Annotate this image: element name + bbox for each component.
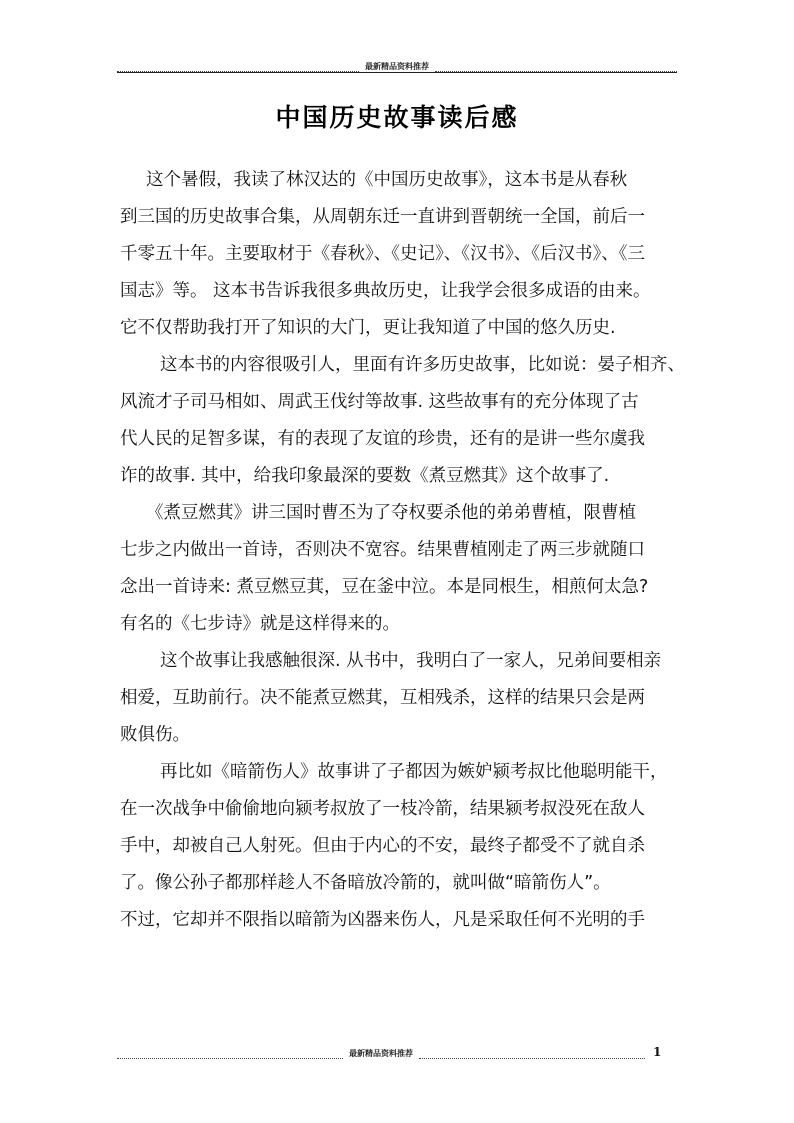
footer-dotted-leader-right <box>419 1050 645 1059</box>
text-line: 念出一首诗来: 煮豆燃豆萁，豆在釜中泣。本是同根生，相煎何太急? <box>120 577 649 597</box>
page-number: 1 <box>653 1045 662 1059</box>
text-line: 这个故事让我感触很深. 从书中，我明白了一家人，兄弟间要相亲 <box>160 651 662 671</box>
text-line: 代人民的足智多谋，有的表现了友谊的珍贵，还有的是讲一些尔虞我 <box>120 429 645 449</box>
page-header <box>117 56 677 72</box>
text-line: 千零五十年。主要取材于《春秋》、《史记》、《汉书》、《后汉书》、《三 <box>120 244 645 264</box>
text-line: 相爱，互助前行。决不能煮豆燃萁，互相残杀，这样的结果只会是两 <box>120 688 645 708</box>
text-line: 诈的故事. 其中，给我印象最深的要数《煮豆燃萁》这个故事了. <box>120 466 610 486</box>
footer-text: 最新精品资料推荐 <box>349 1049 413 1058</box>
page-footer <box>117 1043 677 1059</box>
text-line: 了。像公孙子都那样趁人不备暗放冷箭的，就叫做“暗箭伤人”。 <box>120 873 611 893</box>
text-line: 《煮豆燃萁》讲三国时曹丕为了夺权要杀他的弟弟曹植，限曹植 <box>146 503 636 523</box>
text-line: 它不仅帮助我打开了知识的大门，更让我知道了中国的悠久历史. <box>120 318 616 338</box>
footer-dotted-leader-left <box>117 1050 343 1059</box>
text-line: 有名的《七步诗》就是这样得来的。 <box>120 614 400 634</box>
document-title: 中国历史故事读后感 <box>275 103 519 132</box>
header-dotted-leader-left <box>117 63 359 72</box>
text-line: 手中，却被自己人射死。但由于内心的不安，最终子都受不了就自杀 <box>120 836 645 856</box>
text-line: 到三国的历史故事合集，从周朝东迁一直讲到晋朝统一全国，前后一 <box>120 207 645 227</box>
header-rule <box>117 72 677 73</box>
header-text: 最新精品资料推荐 <box>365 62 429 71</box>
text-line: 这个暑假，我读了林汉达的《中国历史故事》，这本书是从春秋 <box>146 170 628 190</box>
text-line: 这本书的内容很吸引人，里面有许多历史故事，比如说：晏子相齐、 <box>160 355 685 375</box>
text-line: 国志》等。 这本书告诉我很多典故历史，让我学会很多成语的由来。 <box>120 281 651 301</box>
text-line: 再比如《暗箭伤人》故事讲了子都因为嫉妒颍考叔比他聪明能干， <box>160 762 668 782</box>
text-line: 在一次战争中偷偷地向颍考叔放了一枝冷箭，结果颍考叔没死在敌人 <box>120 799 645 819</box>
body-text <box>120 162 685 939</box>
header-dotted-leader-right <box>435 63 677 72</box>
text-line: 败俱伤。 <box>120 725 190 745</box>
text-line: 不过，它却并不限指以暗箭为凶器来伤人，凡是采取任何不光明的手 <box>120 910 645 930</box>
text-line: 风流才子司马相如、周武王伐纣等故事. 这些故事有的充分体现了古 <box>120 392 639 412</box>
text-line: 七步之内做出一首诗，否则决不宽容。结果曹植刚走了两三步就随口 <box>120 540 645 560</box>
